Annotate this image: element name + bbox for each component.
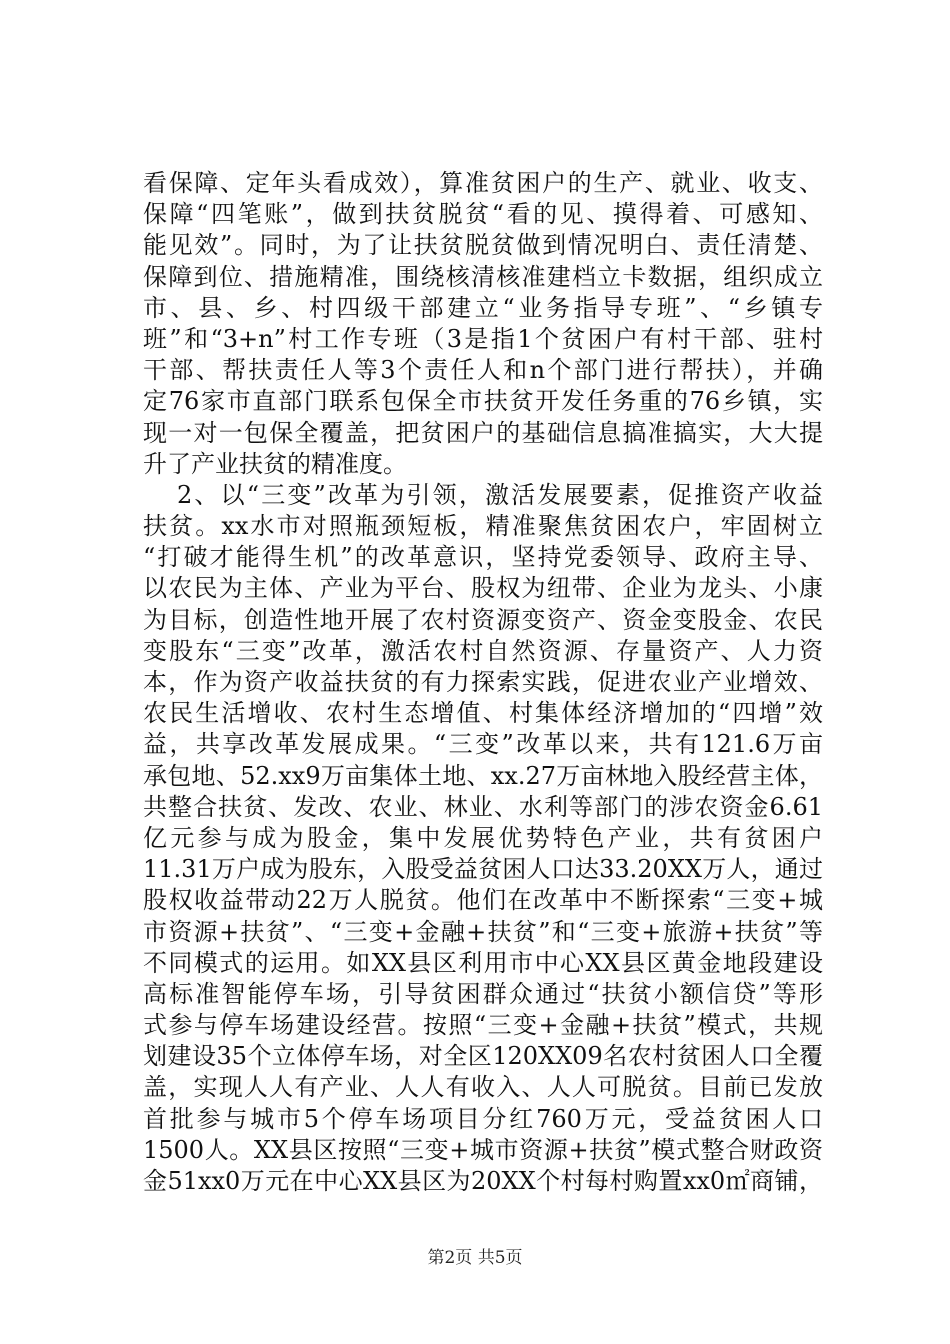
text-line: 看保障、定年头看成效），算准贫困户的生产、就业、收支、 [143, 169, 823, 197]
text-line: 为目标，创造性地开展了农村资源变资产、资金变股金、农民 [143, 605, 823, 634]
text-line: 升了产业扶贫的精准度。 [143, 449, 407, 478]
text-line: 2、以“三变”改革为引领，激活发展要素，促推资产收益 [177, 480, 823, 509]
text-line: 高标准智能停车场，引导贫困群众通过“扶贫小额信贷”等形 [143, 979, 823, 1008]
text-line: 1500人。XX县区按照“三变+城市资源+扶贫”模式整合财政资 [143, 1135, 823, 1164]
text-line: 保障“四笔账”，做到扶贫脱贫“看的见、摸得着、可感知、 [143, 200, 823, 229]
text-line: 扶贫。xx水市对照瓶颈短板，精准聚焦贫困农户，牢固树立 [143, 512, 823, 541]
text-line: 划建设35个立体停车场，对全区120XX09名农村贫困人口全覆 [143, 1042, 823, 1071]
text-line: 益，共享改革发展成果。“三变”改革以来，共有121.6万亩 [143, 730, 823, 759]
text-line: 本，作为资产收益扶贫的有力探索实践，促进农业产业增效、 [143, 668, 823, 696]
text-line: 保障到位、措施精准，围绕核清核准建档立卡数据，组织成立 [143, 262, 823, 291]
text-line: 班”和“3+n”村工作专班（3是指1个贫困户有村干部、驻村 [143, 324, 823, 353]
text-line: 盖，实现人人有产业、人人有收入、人人可脱贫。目前已发放 [143, 1073, 823, 1102]
paragraph [143, 168, 823, 480]
text-line: 共整合扶贫、发改、农业、林业、水利等部门的涉农资金6.61 [143, 792, 823, 821]
text-line: 金51xx0万元在中心XX县区为20XX个村每村购置xx0㎡商铺， [143, 1167, 823, 1195]
text-line: 干部、帮扶责任人等3个责任人和n个部门进行帮扶），并确 [143, 356, 823, 385]
text-line: 亿元参与成为股金，集中发展优势特色产业，共有贫困户 [143, 823, 823, 852]
text-line: 定76家市直部门联系包保全市扶贫开发任务重的76乡镇，实 [143, 387, 823, 416]
text-line: 农民生活增收、农村生态增值、村集体经济增加的“四增”效 [143, 699, 823, 728]
text-line: “打破才能得生机”的改革意识，坚持党委领导、政府主导、 [143, 543, 823, 572]
text-line: 变股东“三变”改革，激活农村自然资源、存量资产、人力资 [143, 636, 823, 665]
text-line: 承包地、52.xx9万亩集体土地、xx.27万亩林地入股经营主体， [143, 761, 823, 790]
text-line: 式参与停车场建设经营。按照“三变+金融+扶贫”模式，共规 [143, 1011, 823, 1040]
text-line: 11.31万户成为股东，入股受益贫困人口达33.20XX万人，通过 [143, 855, 823, 884]
document-body [143, 168, 823, 1197]
text-line: 不同模式的运用。如XX县区利用市中心XX县区黄金地段建设 [143, 948, 823, 977]
text-line: 股权收益带动22万人脱贫。他们在改革中不断探索“三变+城 [143, 886, 823, 915]
text-line: 以农民为主体、产业为平台、股权为纽带、企业为龙头、小康 [143, 574, 823, 603]
text-line: 市、县、乡、村四级干部建立“业务指导专班”、“乡镇专 [143, 293, 823, 322]
text-line: 现一对一包保全覆盖，把贫困户的基础信息搞准搞实，大大提 [143, 418, 823, 447]
page-footer: 第2页 共5页 [427, 1248, 523, 1268]
text-line: 能见效”。同时，为了让扶贫脱贫做到情况明白、责任清楚、 [143, 231, 823, 260]
paragraph [143, 480, 823, 1197]
text-line: 市资源+扶贫”、“三变+金融+扶贫”和“三变+旅游+扶贫”等 [143, 917, 823, 946]
text-line: 首批参与城市5个停车场项目分红760万元，受益贫困人口 [143, 1104, 823, 1133]
